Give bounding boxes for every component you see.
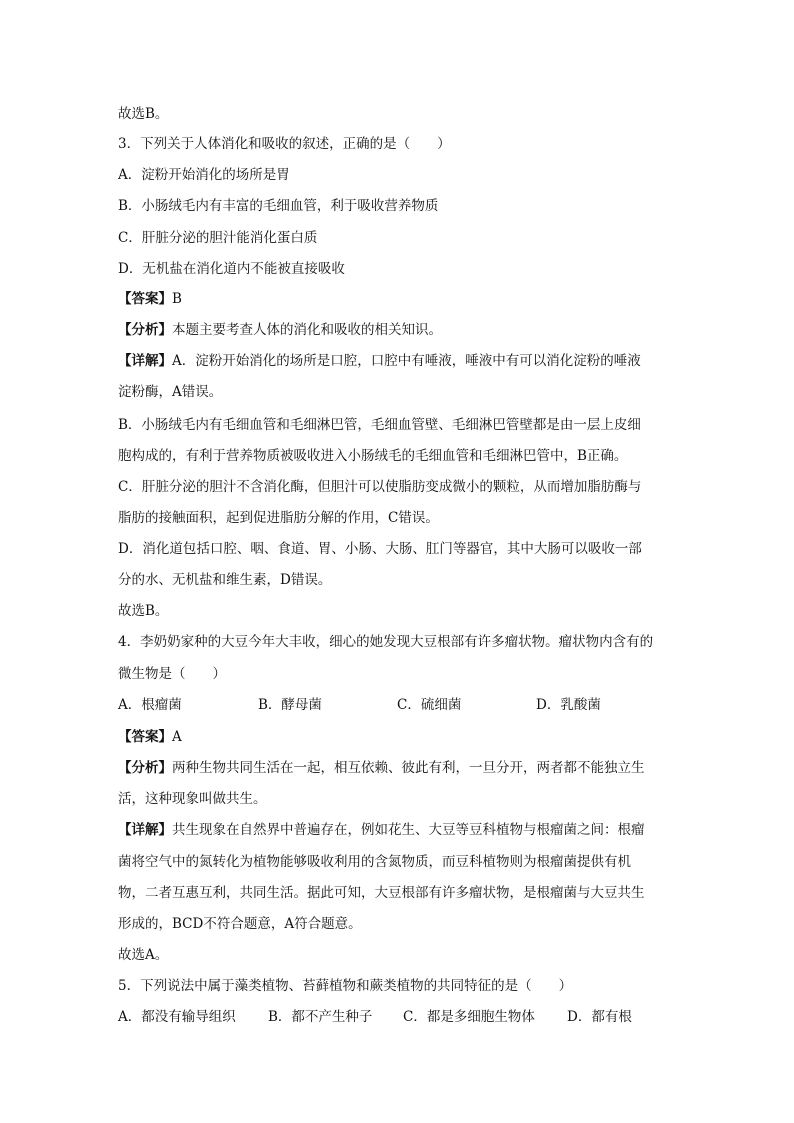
question-3-detail bbox=[118, 351, 641, 371]
answer-value: B bbox=[172, 291, 182, 307]
text-line: 分的水、无机盐和维生素，D错误。 bbox=[118, 572, 332, 588]
question-4-stem-cont: 微生物是（ ） bbox=[118, 666, 226, 682]
question-4-option-a: A．根瘤菌 bbox=[118, 697, 182, 713]
answer-label: 【答案】 bbox=[118, 729, 172, 745]
question-4-stem: 4．李奶奶家种的大豆今年大丰收，细心的她发现大豆根部有许多瘤状物。瘤状物内含有的 bbox=[118, 634, 654, 650]
question-5-option-a: A．都没有输导组织 bbox=[118, 1009, 236, 1025]
question-3-answer bbox=[118, 289, 182, 309]
detail-label: 【详解】 bbox=[118, 822, 172, 838]
text-line: 脂肪的接触面积，起到促进脂肪分解的作用，C错误。 bbox=[118, 510, 439, 526]
text-line: 菌将空气中的氮转化为植物能够吸收利用的含氮物质，而豆科植物则为根瘤菌提供有机 bbox=[118, 854, 631, 870]
question-3-option-c: C．肝脏分泌的胆汁能消化蛋白质 bbox=[118, 230, 318, 246]
text-line: 故选B。 bbox=[118, 106, 169, 122]
question-3-option-a: A．淀粉开始消化的场所是胃 bbox=[118, 167, 290, 183]
answer-label: 【答案】 bbox=[118, 291, 172, 307]
detail-text: 共生现象在自然界中普遍存在，例如花生、大豆等豆科植物与根瘤菌之间：根瘤 bbox=[172, 822, 645, 838]
question-3-option-d: D．无机盐在消化道内不能被直接吸收 bbox=[118, 261, 345, 277]
question-5-option-d: D．都有根 bbox=[567, 1009, 632, 1025]
analysis-label: 【分析】 bbox=[118, 322, 172, 338]
text-line: 胞构成的，有利于营养物质被吸收进入小肠绒毛的毛细血管和毛细淋巴管中，B正确。 bbox=[118, 448, 628, 464]
detail-text: A．淀粉开始消化的场所是口腔，口腔中有唾液，唾液中有可以消化淀粉的唾液 bbox=[172, 353, 641, 369]
question-3-stem: 3．下列关于人体消化和吸收的叙述，正确的是（ ） bbox=[118, 136, 451, 152]
detail-label: 【详解】 bbox=[118, 353, 172, 369]
question-3-option-b: B．小肠绒毛内有丰富的毛细血管，利于吸收营养物质 bbox=[118, 198, 439, 214]
text-line: 淀粉酶，A错误。 bbox=[118, 384, 223, 400]
text-line: C．肝脏分泌的胆汁不含消化酶，但胆汁可以使脂肪变成微小的颗粒，从而增加脂肪酶与 bbox=[118, 479, 642, 495]
text-line: 物，二者互惠互利，共同生活。据此可知，大豆根部有许多瘤状物，是根瘤菌与大豆共生 bbox=[118, 885, 645, 901]
question-4-detail bbox=[118, 820, 645, 840]
text-line: 故选B。 bbox=[118, 603, 169, 619]
question-4-option-d: D．乳酸菌 bbox=[536, 697, 601, 713]
question-4-option-b: B．酵母菌 bbox=[258, 697, 322, 713]
answer-value: A bbox=[172, 729, 182, 745]
analysis-text: 两种生物共同生活在一起，相互依赖、彼此有利，一旦分开，两者都不能独立生 bbox=[172, 760, 645, 776]
analysis-label: 【分析】 bbox=[118, 760, 172, 776]
question-5-stem: 5．下列说法中属于藻类植物、苔藓植物和蕨类植物的共同特征的是（ ） bbox=[118, 978, 573, 994]
question-5-option-c: C．都是多细胞生物体 bbox=[403, 1009, 535, 1025]
question-5-option-b: B．都不产生种子 bbox=[268, 1009, 373, 1025]
analysis-text: 本题主要考查人体的消化和吸收的相关知识。 bbox=[172, 322, 442, 338]
text-line: D．消化道包括口腔、咽、食道、胃、小肠、大肠、肛门等器官，其中大肠可以吸收一部 bbox=[118, 541, 642, 557]
text-line: 活，这种现象叫做共生。 bbox=[118, 791, 267, 807]
question-4-analysis bbox=[118, 758, 645, 778]
question-4-answer bbox=[118, 727, 182, 747]
question-3-analysis bbox=[118, 320, 442, 340]
text-line: B．小肠绒毛内有毛细血管和毛细淋巴管，毛细血管壁、毛细淋巴管壁都是由一层上皮细 bbox=[118, 417, 641, 433]
text-line: 故选A。 bbox=[118, 947, 169, 963]
text-line: 形成的，BCD不符合题意，A符合题意。 bbox=[118, 916, 362, 932]
question-4-option-c: C．硫细菌 bbox=[397, 697, 462, 713]
